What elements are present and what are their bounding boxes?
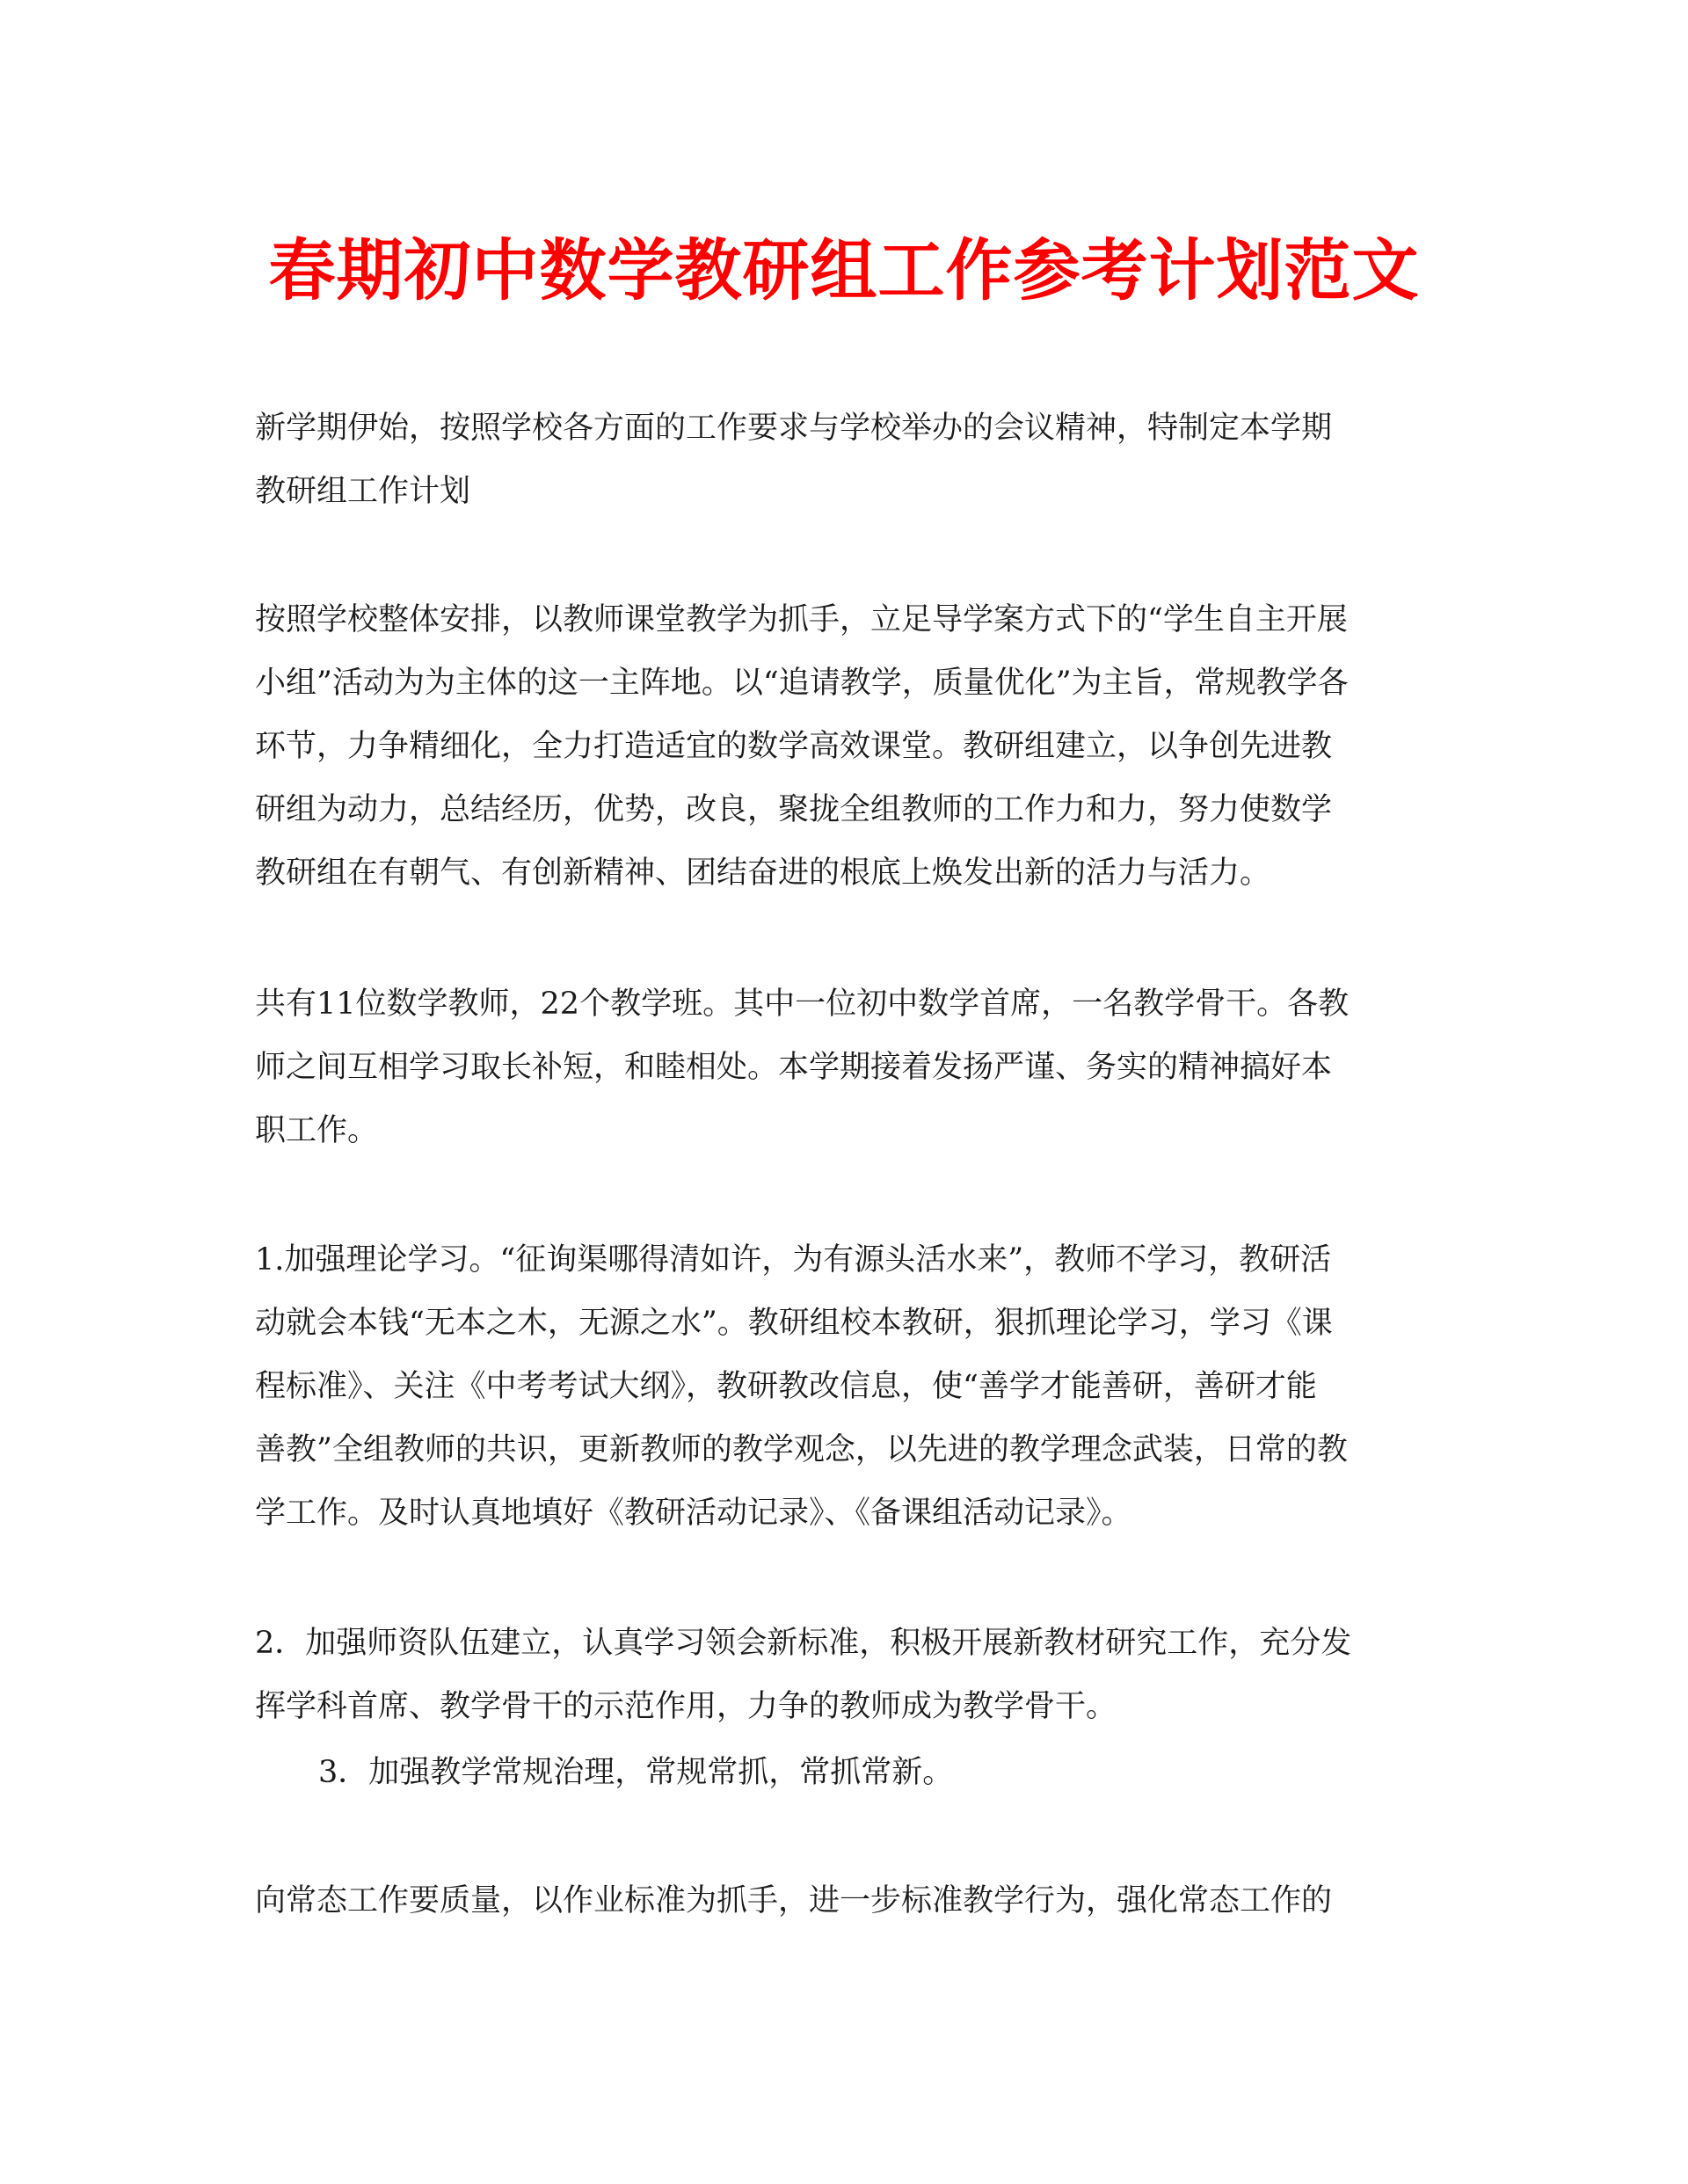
- text-line: 2．加强师资队伍建立，认真学习领会新标准，积极开展新教材研究工作，充分发: [255, 1626, 1352, 1661]
- text-line: 环节，力争精细化，全力打造适宜的数学高效课堂。教研组建立，以争创先进教: [255, 729, 1333, 764]
- text-line: 动就会本钱“无本之木，无源之水”。教研组校本教研，狠抓理论学习，学习《课: [255, 1306, 1333, 1341]
- text-line: 程标准》、关注《中考考试大纲》，教研教改信息，使“善学才能善研，善研才能: [255, 1369, 1317, 1404]
- paragraph-routine-work: [255, 1869, 1433, 1933]
- paragraph-item-1: [255, 1228, 1433, 1545]
- text-line: 1.加强理论学习。“征询渠哪得清如许，为有源头活水来”，教师不学习，教研活: [255, 1242, 1332, 1278]
- document-title: 春期初中数学教研组工作参考计划范文: [268, 231, 1420, 309]
- text-line: 小组”活动为为主体的这一主阵地。以“追请教学，质量优化”为主旨，常规教学各: [255, 666, 1349, 701]
- text-line: 善教”全组教师的共识，更新教师的教学观念，以先进的教学理念武装，日常的教: [255, 1432, 1348, 1467]
- paragraph-item-3: [318, 1741, 1496, 1804]
- text-line: 教研组在有朝气、有创新精神、团结奋进的根底上焕发出新的活力与活力。: [255, 855, 1271, 891]
- text-line: 职工作。: [255, 1113, 379, 1148]
- text-line: 新学期伊始，按照学校各方面的工作要求与学校举办的会议精神，特制定本学期: [255, 411, 1333, 446]
- text-line: 向常态工作要质量，以作业标准为抓手，进一步标准教学行为，强化常态工作的: [255, 1883, 1333, 1918]
- text-line: 3．加强教学常规治理，常规常抓，常抓常新。: [318, 1755, 954, 1790]
- text-line: 师之间互相学习取长补短，和睦相处。本学期接着发扬严谨、务实的精神搞好本: [255, 1050, 1333, 1085]
- paragraph-intro: [255, 397, 1433, 523]
- text-line: 共有11位数学教师，22个教学班。其中一位初中数学首席，一名教学骨干。各教: [255, 986, 1350, 1022]
- text-line: 学工作。及时认真地填好《教研活动记录》、《备课组活动记录》。: [255, 1496, 1132, 1531]
- text-line: 挥学科首席、教学骨干的示范作用，力争的教师成为教学骨干。: [255, 1689, 1117, 1724]
- text-line: 教研组工作计划: [255, 474, 471, 509]
- paragraph-item-2: [255, 1612, 1433, 1738]
- text-line: 按照学校整体安排，以教师课堂教学为抓手，立足导学案方式下的“学生自主开展: [255, 602, 1348, 637]
- text-line: 研组为动力，总结经历，优势，改良，聚拢全组教师的工作力和力，努力使数学: [255, 792, 1333, 827]
- paragraph-guiding-idea: [255, 588, 1433, 905]
- paragraph-staff-situation: [255, 972, 1433, 1162]
